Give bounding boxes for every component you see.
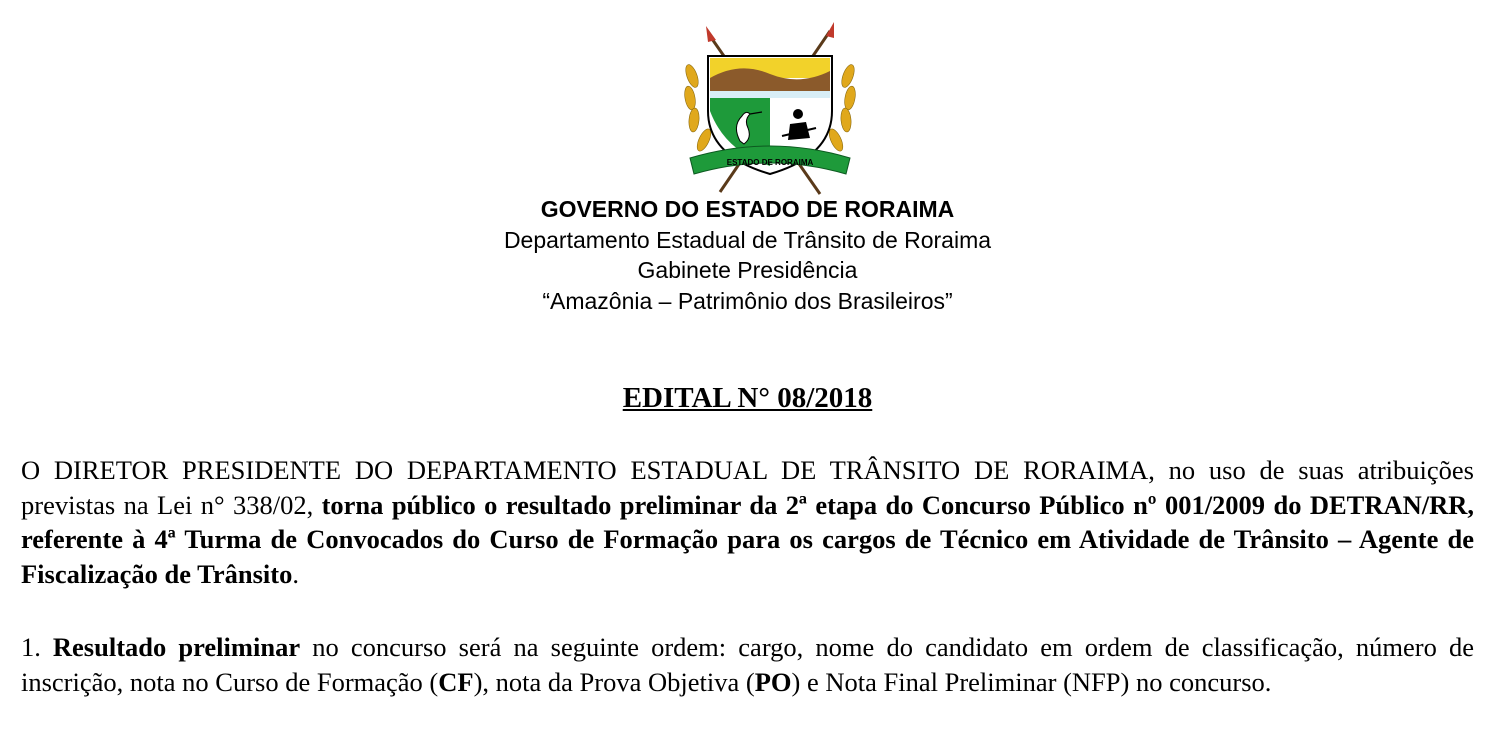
po-abbreviation: PO <box>754 666 792 697</box>
item-text-c: ) e Nota Final Preliminar (NFP) no concurso. <box>791 666 1272 697</box>
edital-title: EDITAL N° 08/2018 <box>622 382 873 414</box>
seal-ribbon-text: ESTADO DE RORAIMA <box>726 158 814 167</box>
office-name: Gabinete Presidência <box>637 257 858 283</box>
item-1-paragraph <box>21 630 1474 699</box>
intro-text: O DIRETOR PRESIDENTE DO DEPARTAMENTO ESTADUAL DE TRÂNSITO DE RORAIMA, no uso de suas atribuições previstas na Lei n° 338/02, <box>21 455 1474 520</box>
item-lead: Resultado preliminar <box>52 632 301 662</box>
intro-end: . <box>292 558 299 589</box>
intro-paragraph <box>21 453 1474 591</box>
item-number: 1. <box>21 632 41 662</box>
item-text-b: ), nota da Prova Objetiva ( <box>473 666 755 697</box>
cf-abbreviation: CF <box>438 666 474 697</box>
roraima-coat-of-arms-icon <box>670 16 870 196</box>
department-name: Departamento Estadual de Trânsito de Roraima <box>503 227 992 253</box>
item-text-a: no concurso será na seguinte ordem: cargo, nome do candidato em ordem de classificação, número de inscrição, nota no Curso de Formação ( <box>21 632 1474 697</box>
government-heading: GOVERNO DO ESTADO DE RORAIMA <box>540 196 955 222</box>
state-motto: “Amazônia – Patrimônio dos Brasileiros” <box>542 288 953 314</box>
intro-bold-text: torna público o resultado preliminar da 2ª etapa do Concurso Público nº 001/2009 do DETRAN/RR, referente à 4ª Turma de Convocados do Curso de Formação para os cargos de Técnico em Atividade de Trânsito – Agente de Fiscalização de Trânsito <box>21 489 1475 589</box>
